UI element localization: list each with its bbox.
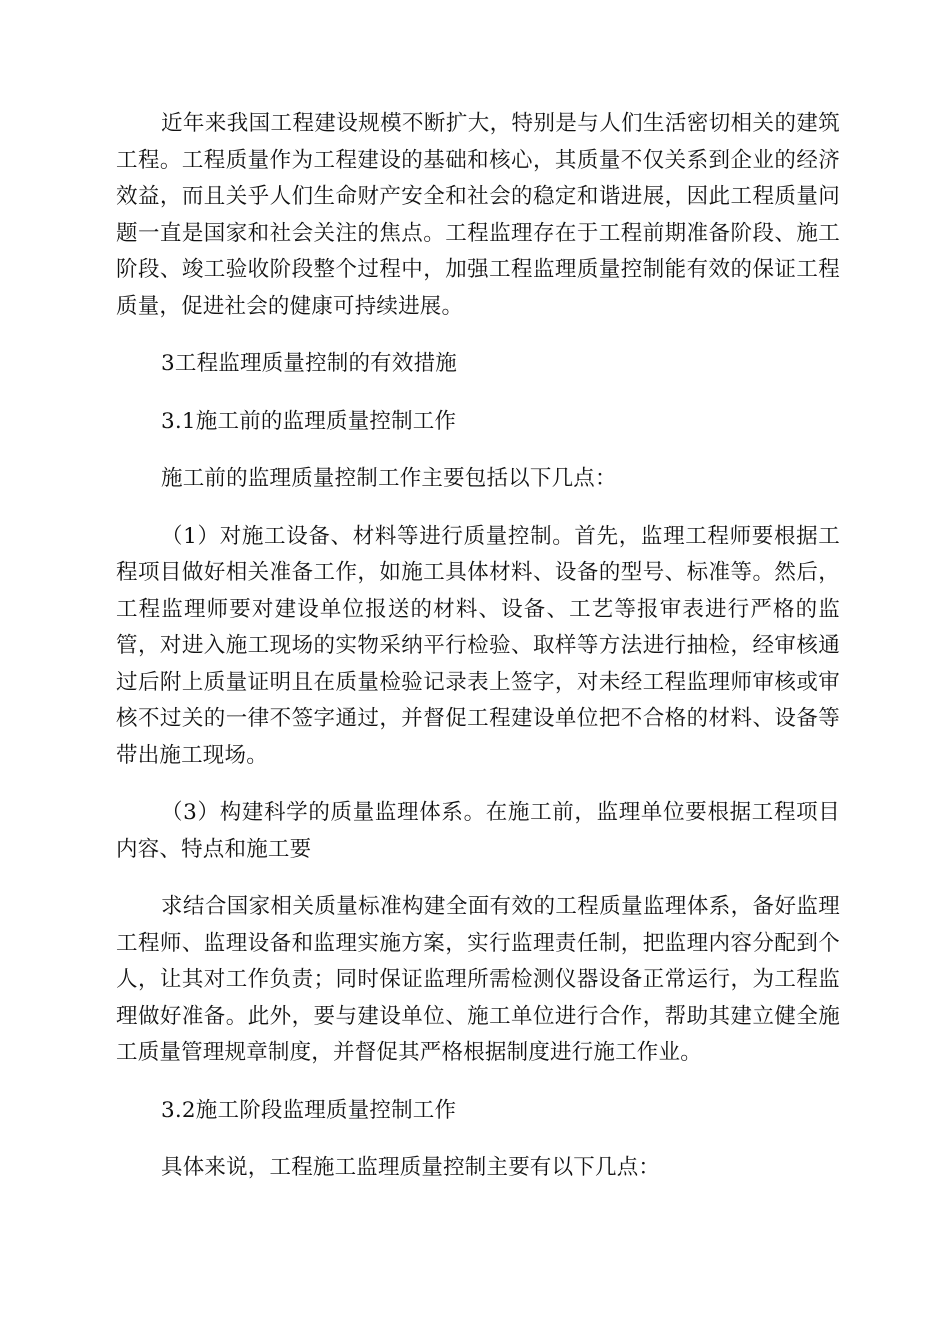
section-heading-3-2: 3.2施工阶段监理质量控制工作	[161, 1097, 457, 1123]
section-heading-3: 3工程监理质量控制的有效措施	[161, 351, 457, 376]
section-heading-3-1: 3.1施工前的监理质量控制工作	[161, 408, 457, 434]
paragraph-3-2-intro: 具体来说，工程施工监理质量控制主要有以下几点：	[161, 1155, 661, 1180]
paragraph-3-1-intro: 施工前的监理质量控制工作主要包括以下几点：	[161, 466, 617, 491]
list-item-3-part1: （3）构建科学的质量监理体系。在施工前，监理单位要根据工程项目内容、特点和施工要	[116, 800, 840, 862]
paragraph-intro: 近年来我国工程建设规模不断扩大，特别是与人们生活密切相关的建筑工程。工程质量作为工程建设的基础和核心，其质量不仅关系到企业的经济效益，而且关乎人们生命财产安全和社会的稳定和谐进展，因此工程质量问题一直是国家和社会关注的焦点。工程监理存在于工程前期准备阶段、施工阶段、竣工验收阶段整个过程中，加强工程监理质量控制能有效的保证工程质量，促进社会的健康可持续进展。	[116, 111, 840, 319]
list-item-1: （1）对施工设备、材料等进行质量控制。首先，监理工程师要根据工程项目做好相关准备工作，如施工具体材料、设备的型号、标准等。然后，工程监理师要对建设单位报送的材料、设备、工艺等报审表进行严格的监管，对进入施工现场的实物采纳平行检验、取样等方法进行抽检，经审核通过后附上质量证明且在质量检验记录表上签字，对未经工程监理师审核或审核不过关的一律不签字通过，并督促工程建设单位把不合格的材料、设备等带出施工现场。	[116, 523, 840, 768]
list-item-3-part2: 求结合国家相关质量标准构建全面有效的工程质量监理体系，备好监理工程师、监理设备和监理实施方案，实行监理责任制，把监理内容分配到个人，让其对工作负责；同时保证监理所需检测仪器设备正常运行，为工程监理做好准备。此外，要与建设单位、施工单位进行合作，帮助其建立健全施工质量管理规章制度，并督促其严格根据制度进行施工作业。	[116, 894, 840, 1065]
